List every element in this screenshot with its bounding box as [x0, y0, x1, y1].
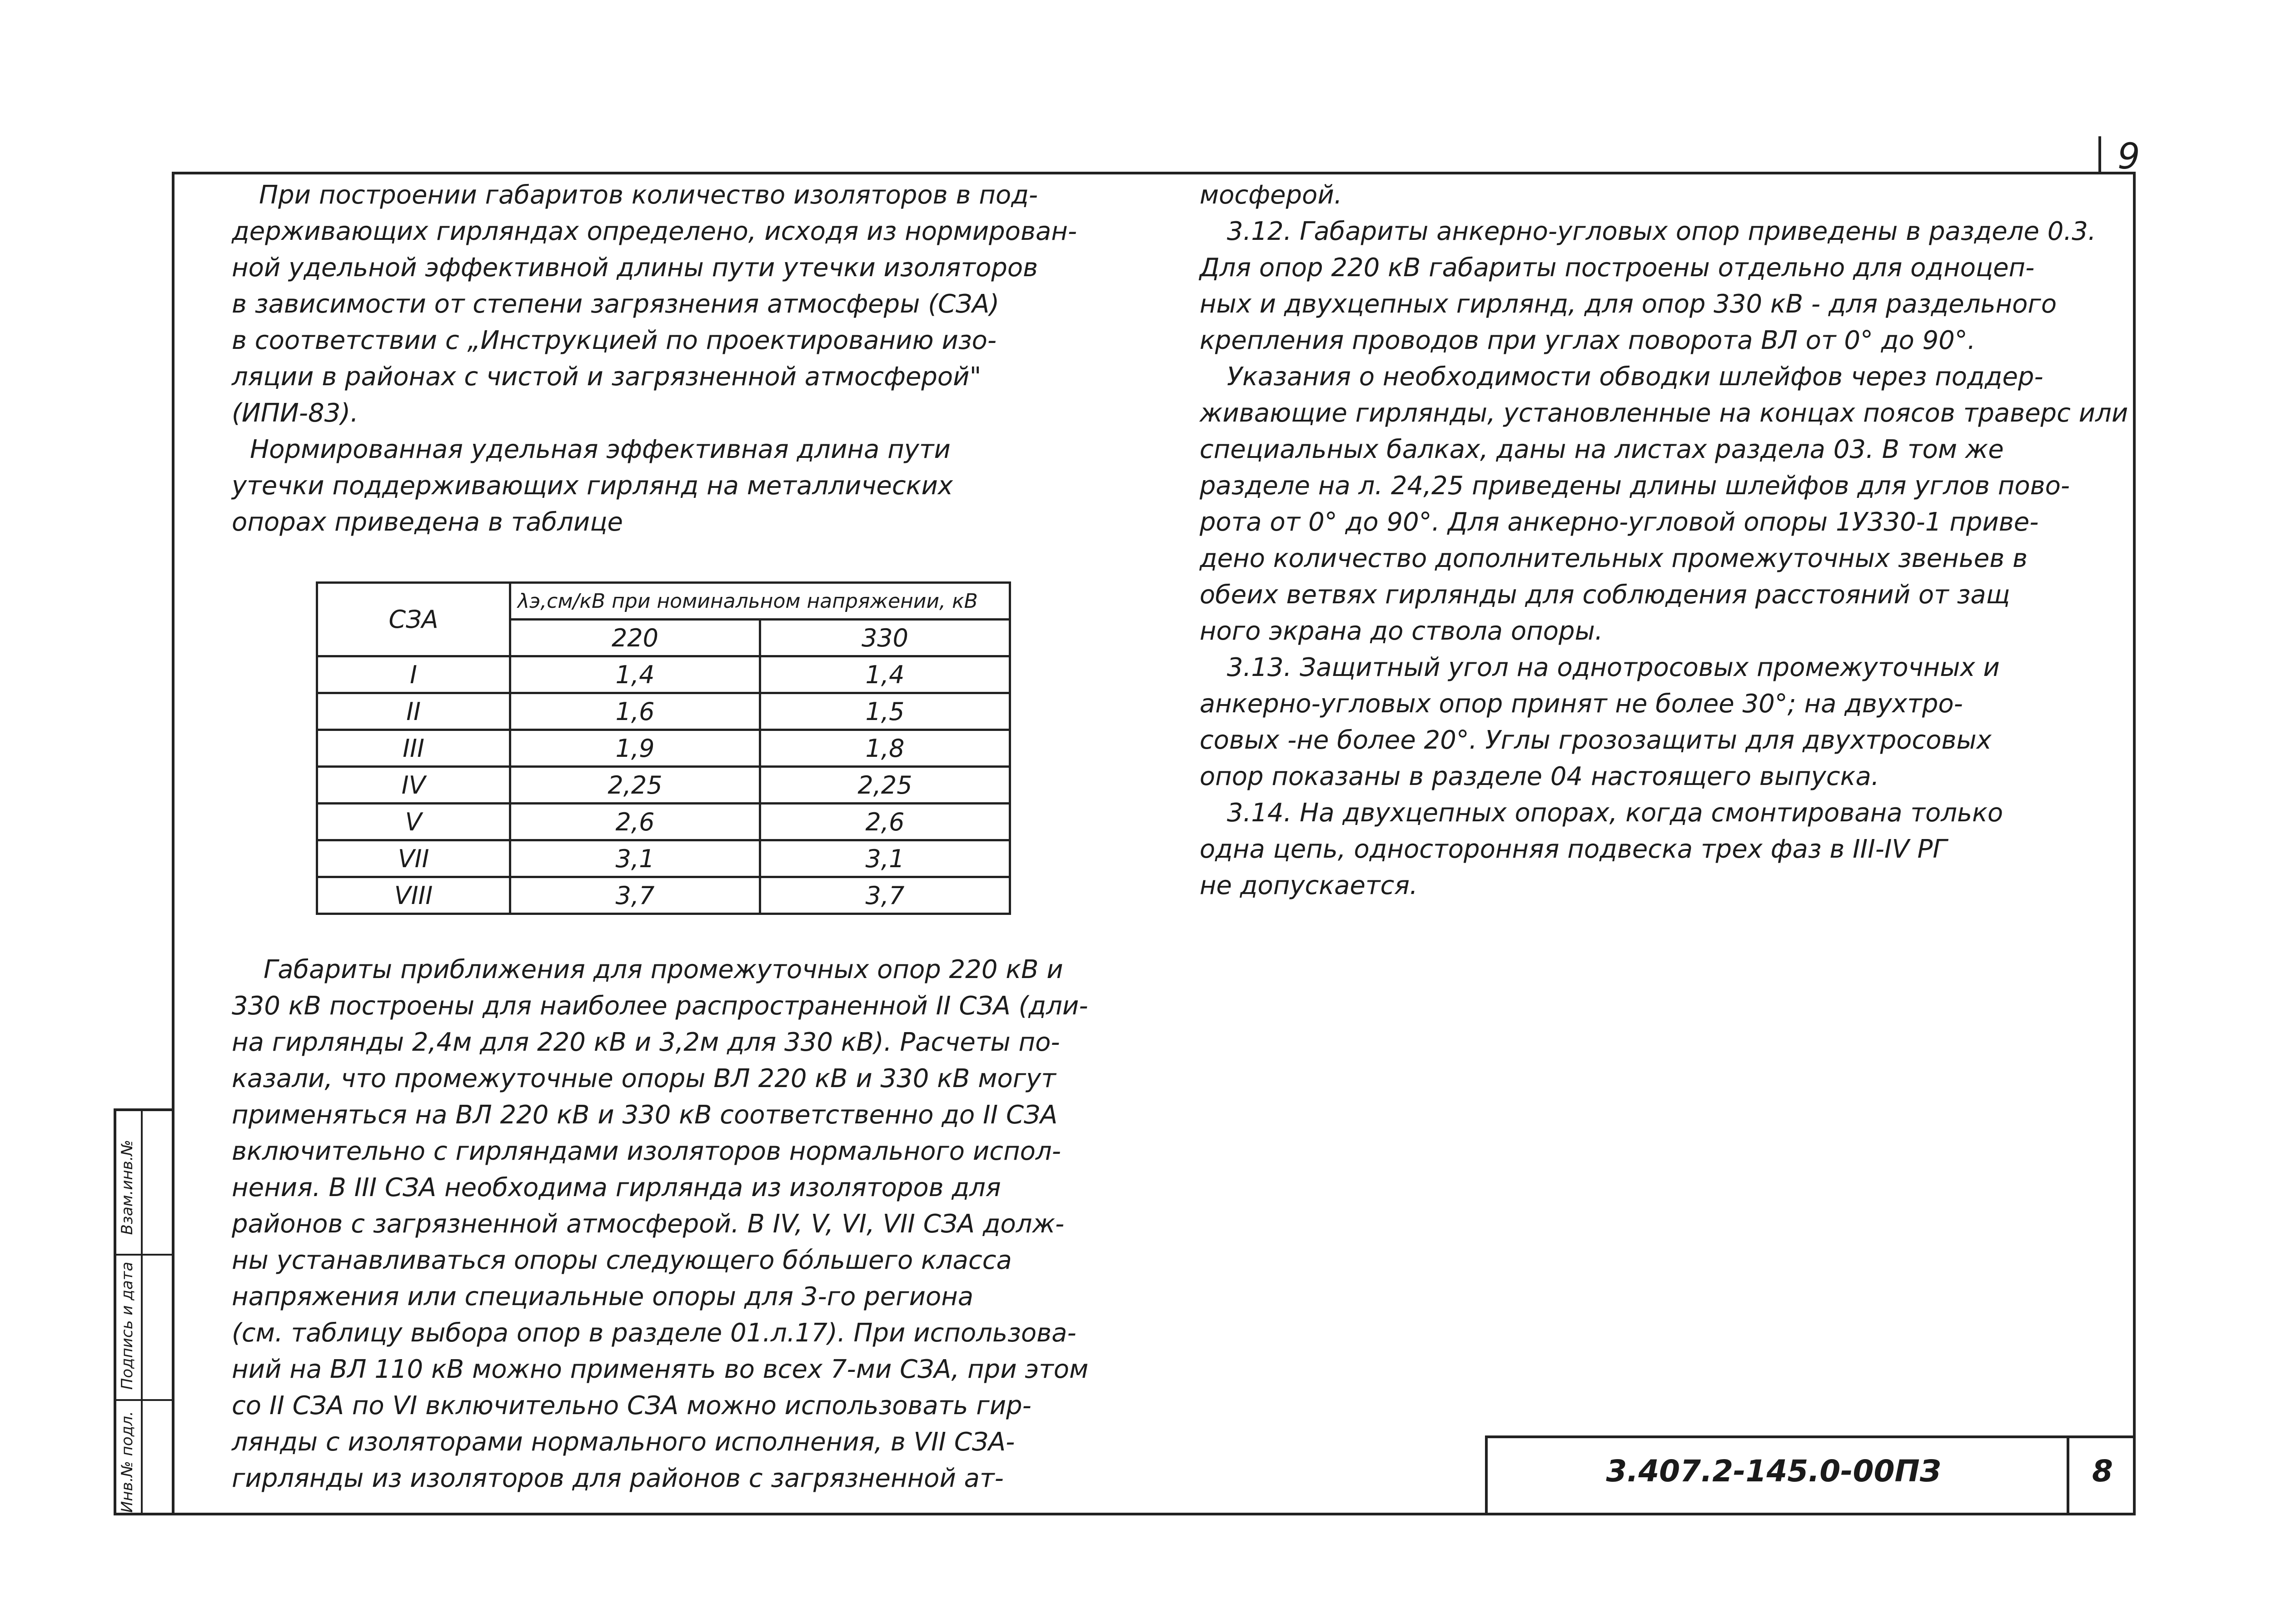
table-group-header: λэ,см/кВ при номинальном напряжении, кВ — [510, 583, 1010, 620]
right-column — [1200, 177, 2128, 904]
table-cell-330: 3,7 — [760, 877, 1010, 914]
frame-right-border — [2133, 172, 2136, 1515]
table-cell-330: 1,8 — [760, 730, 1010, 767]
table-cell-csa: IV — [317, 767, 510, 804]
binding-strip-divider — [141, 1108, 143, 1515]
text-line: опорах приведена в таблице — [232, 507, 623, 537]
table-cell-csa: V — [317, 804, 510, 840]
binding-label-replace: Взам.инв.№ — [118, 1140, 136, 1235]
table-cell-csa: VII — [317, 840, 510, 877]
text-line: рота от 0° до 90°. Для анкерно-угловой опоры 1У330-1 приве- — [1200, 507, 2039, 537]
table-row — [317, 693, 1010, 730]
text-line: держивающих гирляндах определено, исходя из нормирован- — [232, 217, 1077, 246]
text-line: утечки поддерживающих гирлянд на металлических — [232, 471, 953, 501]
text-line: включительно с гирляндами изоляторов нормального испол- — [232, 1137, 1061, 1166]
table-row — [317, 840, 1010, 877]
text-line: крепления проводов при углах поворота ВЛ от 0° до 90°. — [1200, 326, 1976, 355]
table-cell-csa: III — [317, 730, 510, 767]
table-cell-csa: VIII — [317, 877, 510, 914]
document-code: 3.407.2-145.0-00ПЗ — [1606, 1454, 1941, 1489]
text-line: ных и двухцепных гирлянд, для опор 330 кВ - для раздельного — [1200, 289, 2057, 319]
text-line: Для опор 220 кВ габариты построены отдельно для одноцеп- — [1200, 253, 2035, 283]
text-line: казали, что промежуточные опоры ВЛ 220 кВ и 330 кВ могут — [232, 1064, 1056, 1093]
text-line: не допускается. — [1200, 871, 1418, 900]
text-line: совых -не более 20°. Углы грозозащиты для двухтросовых — [1200, 725, 1992, 755]
text-line: районов с загрязненной атмосферой. В IV, V, VI, VII СЗА долж- — [232, 1209, 1065, 1239]
table-row — [317, 767, 1010, 804]
text-line: в соответствии с „Инструкцией по проектированию изо- — [232, 326, 997, 355]
text-line: опор показаны в разделе 04 настоящего выпуска. — [1200, 762, 1879, 791]
table-cell-330: 2,25 — [760, 767, 1010, 804]
text-line: (см. таблицу выбора опор в разделе 01.л.17). При использова- — [232, 1318, 1076, 1348]
text-line: анкерно-угловых опор принят не более 30°; на двухтро- — [1200, 689, 1963, 719]
text-line: 3.13. Защитный угол на однотросовых промежуточных и — [1227, 653, 2000, 682]
text-line: ного экрана до ствола опоры. — [1200, 616, 1603, 646]
table-row — [317, 656, 1010, 693]
table-row — [317, 730, 1010, 767]
page-number-divider — [2098, 136, 2101, 173]
frame-top-border — [172, 172, 2136, 174]
binding-labels — [118, 1108, 136, 1513]
text-line: дено количество дополнительных промежуточных звеньев в — [1200, 544, 2028, 573]
table-cell-330: 1,4 — [760, 656, 1010, 693]
text-line: ляции в районах с чистой и загрязненной атмосферой" — [232, 362, 982, 392]
table-cell-csa: I — [317, 656, 510, 693]
text-line: одна цепь, односторонняя подвеска трех фаз в III-IV РГ — [1200, 834, 1947, 864]
text-line: ной удельной эффективной длины пути утечки изоляторов — [232, 253, 1038, 283]
text-line: При построении габаритов количество изоляторов в под- — [259, 180, 1038, 210]
binding-label-inv: Инв.№ подл. — [118, 1411, 136, 1513]
text-line: нения. В III СЗА необходима гирлянда из изоляторов для — [232, 1173, 1001, 1202]
table-header-330: 330 — [760, 620, 1010, 656]
table-cell-220: 1,4 — [510, 656, 760, 693]
table-header-csa: СЗА — [317, 583, 510, 656]
text-line: мосферой. — [1200, 180, 1342, 210]
text-line: обеих ветвях гирлянды для соблюдения расстояний от защ — [1200, 580, 2010, 610]
table-cell-220: 1,6 — [510, 693, 760, 730]
binding-label-sign: Подпись и дата — [118, 1261, 136, 1390]
left-column-top — [232, 177, 1163, 541]
text-line: 3.14. На двухцепных опорах, когда смонтирована только — [1227, 798, 2003, 828]
table-cell-330: 3,1 — [760, 840, 1010, 877]
table-cell-220: 3,1 — [510, 840, 760, 877]
text-line: Габариты приближения для промежуточных опор 220 кВ и — [264, 955, 1063, 984]
text-line: Нормированная удельная эффективная длина пути — [250, 435, 951, 464]
table-cell-220: 1,9 — [510, 730, 760, 767]
table-row — [317, 877, 1010, 914]
text-line: специальных балках, даны на листах раздела 03. В том же — [1200, 435, 2004, 464]
sheet-number: 8 — [2092, 1454, 2113, 1489]
text-line: применяться на ВЛ 220 кВ и 330 кВ соответственно до II СЗА — [232, 1100, 1058, 1130]
table-row — [317, 804, 1010, 840]
page-number: 9 — [2118, 136, 2140, 177]
leakage-length-table — [316, 581, 1011, 915]
text-line: со II СЗА по VI включительно СЗА можно использовать гир- — [232, 1391, 1031, 1420]
table-cell-330: 2,6 — [760, 804, 1010, 840]
table-cell-csa: II — [317, 693, 510, 730]
text-line: (ИПИ-83). — [232, 398, 359, 428]
left-column-bottom — [232, 952, 1209, 1497]
table-cell-220: 3,7 — [510, 877, 760, 914]
frame-left-border — [172, 172, 174, 1515]
text-line: живающие гирлянды, установленные на концах поясов траверс или — [1200, 398, 2128, 428]
table-cell-220: 2,6 — [510, 804, 760, 840]
text-line: напряжения или специальные опоры для 3-го региона — [232, 1282, 974, 1311]
text-line: разделе на л. 24,25 приведены длины шлейфов для углов пово- — [1200, 471, 2070, 501]
text-line: лянды с изоляторами нормального исполнения, в VII СЗА- — [232, 1427, 1015, 1457]
text-line: ны устанавливаться опоры следующего бо́льшего класса — [232, 1246, 1012, 1275]
text-line: ний на ВЛ 110 кВ можно применять во всех 7-ми СЗА, при этом — [232, 1355, 1089, 1384]
text-line: 3.12. Габариты анкерно-угловых опор приведены в разделе 0.3. — [1227, 217, 2096, 246]
text-line: гирлянды из изоляторов для районов с загрязненной ат- — [232, 1464, 1004, 1493]
text-line: в зависимости от степени загрязнения атмосферы (СЗА) — [232, 289, 1000, 319]
text-line: Указания о необходимости обводки шлейфов через поддер- — [1227, 362, 2043, 392]
table-cell-330: 1,5 — [760, 693, 1010, 730]
text-line: на гирлянды 2,4м для 220 кВ и 3,2м для 330 кВ). Расчеты по- — [232, 1028, 1060, 1057]
table-cell-220: 2,25 — [510, 767, 760, 804]
text-line: 330 кВ построены для наиболее распространенной II СЗА (дли- — [232, 991, 1088, 1021]
table-header-220: 220 — [510, 620, 760, 656]
